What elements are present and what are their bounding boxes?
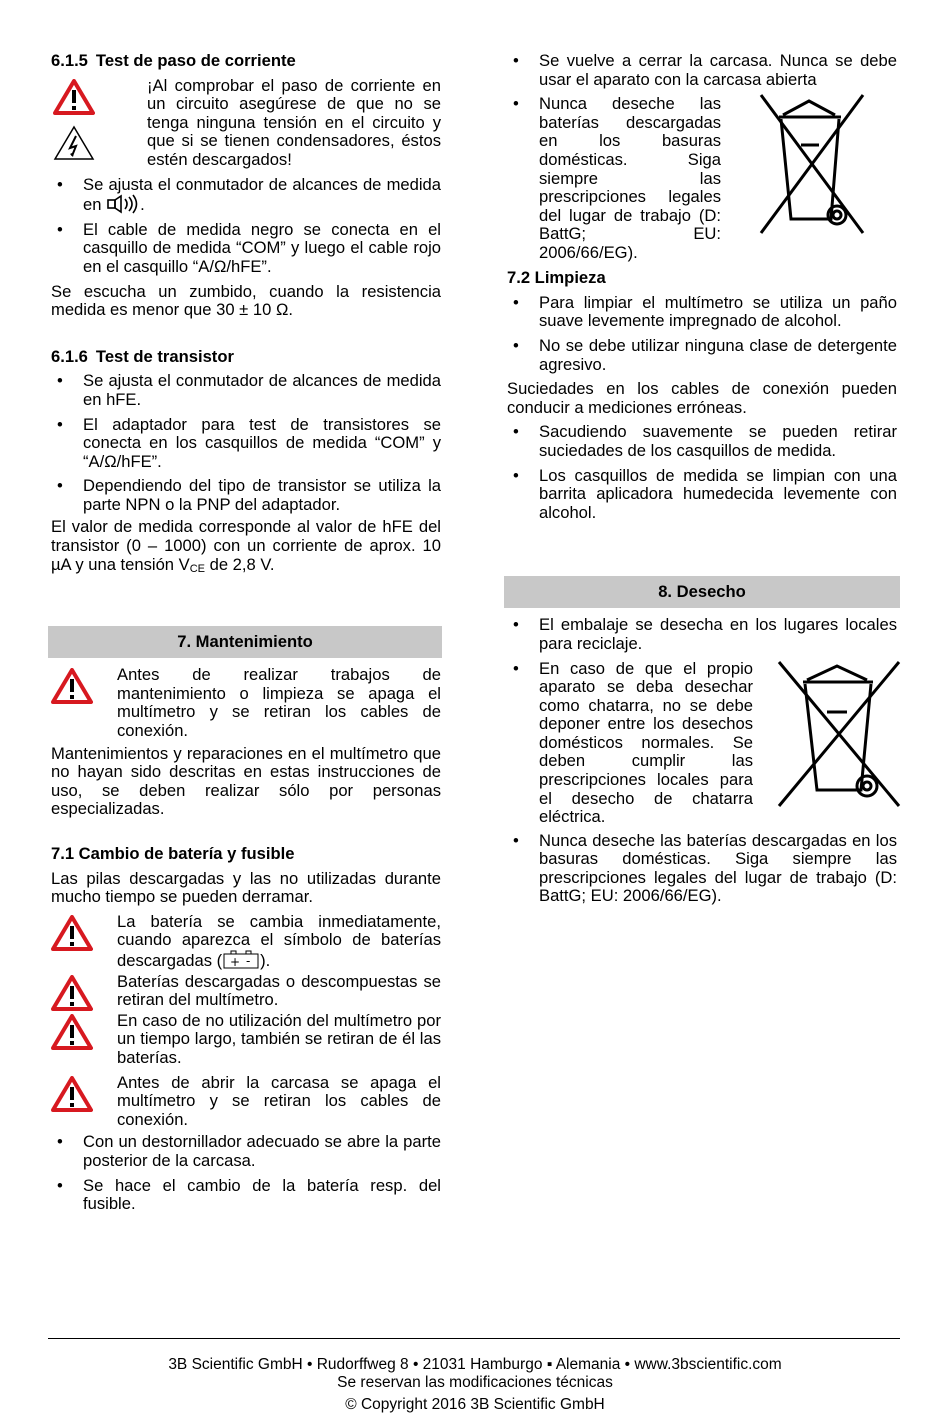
warning-text: Baterías descargadas o descompuestas se retiran del multímetro. — [117, 971, 441, 1010]
list-item: • En caso de que el propio aparato se deba desechar como chatarra, no se debe deponer entre los desechos domésticos normales. Se deben cumplir las prescripciones locales para el desecho de chatarra eléctrica. — [513, 658, 753, 827]
high-voltage-icon — [53, 125, 95, 161]
warning-block — [51, 77, 441, 170]
list-item: • El embalaje se desecha en los lugares locales para reciclaje. — [513, 615, 897, 653]
list-item: • Se ajusta el conmutador de alcances de medida en . — [57, 174, 441, 215]
section-header-bar: 7. Mantenimiento — [48, 626, 442, 658]
list-item: • Se vuelve a cerrar la carcasa. Nunca se debe usar el aparato con la carcasa abierta — [513, 51, 897, 89]
list-item: • Dependiendo del tipo de transistor se utiliza la parte NPN o la PNP del adaptador. — [57, 476, 441, 514]
warning-text: En caso de no utilización del multímetro por un tiempo largo, también se retiran de él las baterías. — [117, 1010, 441, 1067]
footer-divider — [48, 1338, 900, 1339]
section-heading-7-2: 7.2 Limpieza — [507, 268, 606, 288]
svg-text:+: + — [230, 954, 241, 969]
list-item: • No se debe utilizar ninguna clase de detergente agresivo. — [513, 335, 897, 374]
warning-triangle-icon — [51, 1014, 93, 1050]
left-column — [51, 52, 441, 1220]
svg-text:-: - — [246, 953, 251, 968]
list-item: • Nunca deseche las baterías descargadas en los basuras domésticas. Siga siempre las prescripciones legales del lugar de trabajo (D: BattG; EU: 2006/66/EG). — [513, 830, 897, 906]
disposal-block — [507, 94, 897, 262]
warning-block — [51, 1074, 441, 1130]
list-item: • Se hace el cambio de la batería resp. del fusible. — [57, 1175, 441, 1214]
warning-text: Antes de abrir la carcasa se apaga el multímetro y se retiran los cables de conexión. — [117, 1072, 441, 1129]
right-column — [507, 52, 897, 912]
warning-text: La batería se cambia inmediatamente, cuando aparezca el símbolo de baterías descargadas ( + - ). — [117, 911, 441, 970]
list-item: • El cable de medida negro se conecta en el casquillo de medida “COM” y luego el cable rojo en el casquillo “A/Ω/hFE”. — [57, 219, 441, 276]
warning-triangle-icon — [51, 1076, 93, 1112]
warning-text: ¡Al comprobar el paso de corriente en un circuito asegúrese de que no se tenga ninguna tensión en el circuito y que si se tienen condensadores, éstos estén descargados! — [147, 75, 441, 169]
section-heading-7-1: 7.1 Cambio de batería y fusible — [51, 844, 295, 863]
paragraph: El valor de medida corresponde al valor de hFE del transistor (0 – 1000) con un corriente de aprox. 10 µA y una tensión $V_{CE}$ de 2,8 V. — [51, 517, 441, 575]
list-item: • Se ajusta el conmutador de alcances de medida en hFE. — [57, 371, 441, 409]
paragraph: Suciedades en los cables de conexión pueden conducir a mediciones erróneas. — [507, 379, 897, 417]
warning-triangle-icon — [51, 915, 93, 951]
list-item: • Con un destornillador adecuado se abre la parte posterior de la carcasa. — [57, 1132, 441, 1170]
section-heading-6-1-6: 6.1.6 Test de transistor — [51, 346, 234, 366]
disposal-block — [507, 660, 897, 830]
continuity-sound-icon — [106, 194, 140, 214]
crossed-out-bin-icon — [751, 89, 871, 239]
warning-triangle-icon — [53, 79, 95, 115]
list-item: • Nunca deseche las baterías descargadas en los basuras domésticas. Siga siempre las prescripciones legales del lugar de trabajo (D: BattG; EU: 2006/66/EG). — [513, 94, 721, 262]
paragraph: Mantenimientos y reparaciones en el multímetro que no hayan sido descritas en estas instrucciones de uso, se deben realizar sólo por personas especializadas. — [51, 743, 441, 819]
low-battery-icon — [222, 950, 260, 970]
list-item: • Sacudiendo suavemente se pueden retirar suciedades de los casquillos de medida. — [513, 422, 897, 460]
footer-copyright: © Copyright 2016 3B Scientific GmbH — [345, 1396, 605, 1413]
warning-text: Antes de realizar trabajos de mantenimiento o limpieza se apaga el multímetro y se retiran los cables de conexión. — [117, 665, 441, 741]
warning-triangle-icon — [51, 668, 93, 704]
section-heading-6-1-5: 6.1.5 Test de paso de corriente — [51, 51, 296, 70]
list-item: • El adaptador para test de transistores se conecta en los casquillos de medida “COM” y “A/Ω/hFE”. — [57, 414, 441, 471]
section-header-bar: 8. Desecho — [504, 576, 900, 608]
crossed-out-bin-icon — [773, 656, 905, 812]
paragraph: Se escucha un zumbido, cuando la resistencia medida es menor que 30 ± 10 Ω. — [51, 281, 441, 320]
paragraph: Las pilas descargadas y las no utilizadas durante mucho tiempo se pueden derramar. — [51, 868, 441, 907]
warning-block — [51, 666, 441, 740]
warning-block — [51, 973, 441, 1010]
warning-triangle-icon — [51, 975, 93, 1011]
warning-block — [51, 1012, 441, 1068]
list-item: • Los casquillos de medida se limpian con una barrita aplicadora humedecida levemente con alcohol. — [513, 465, 897, 522]
footer-notice: Se reservan las modificaciones técnicas — [337, 1374, 613, 1391]
warning-block — [51, 913, 441, 971]
list-item: • Para limpiar el multímetro se utiliza un paño suave levemente impregnado de alcohol. — [513, 292, 897, 331]
footer-address: 3B Scientific GmbH • Rudorffweg 8 • 21031 Hamburgo ▪ Alemania • www.3bscientific.com — [168, 1356, 782, 1373]
